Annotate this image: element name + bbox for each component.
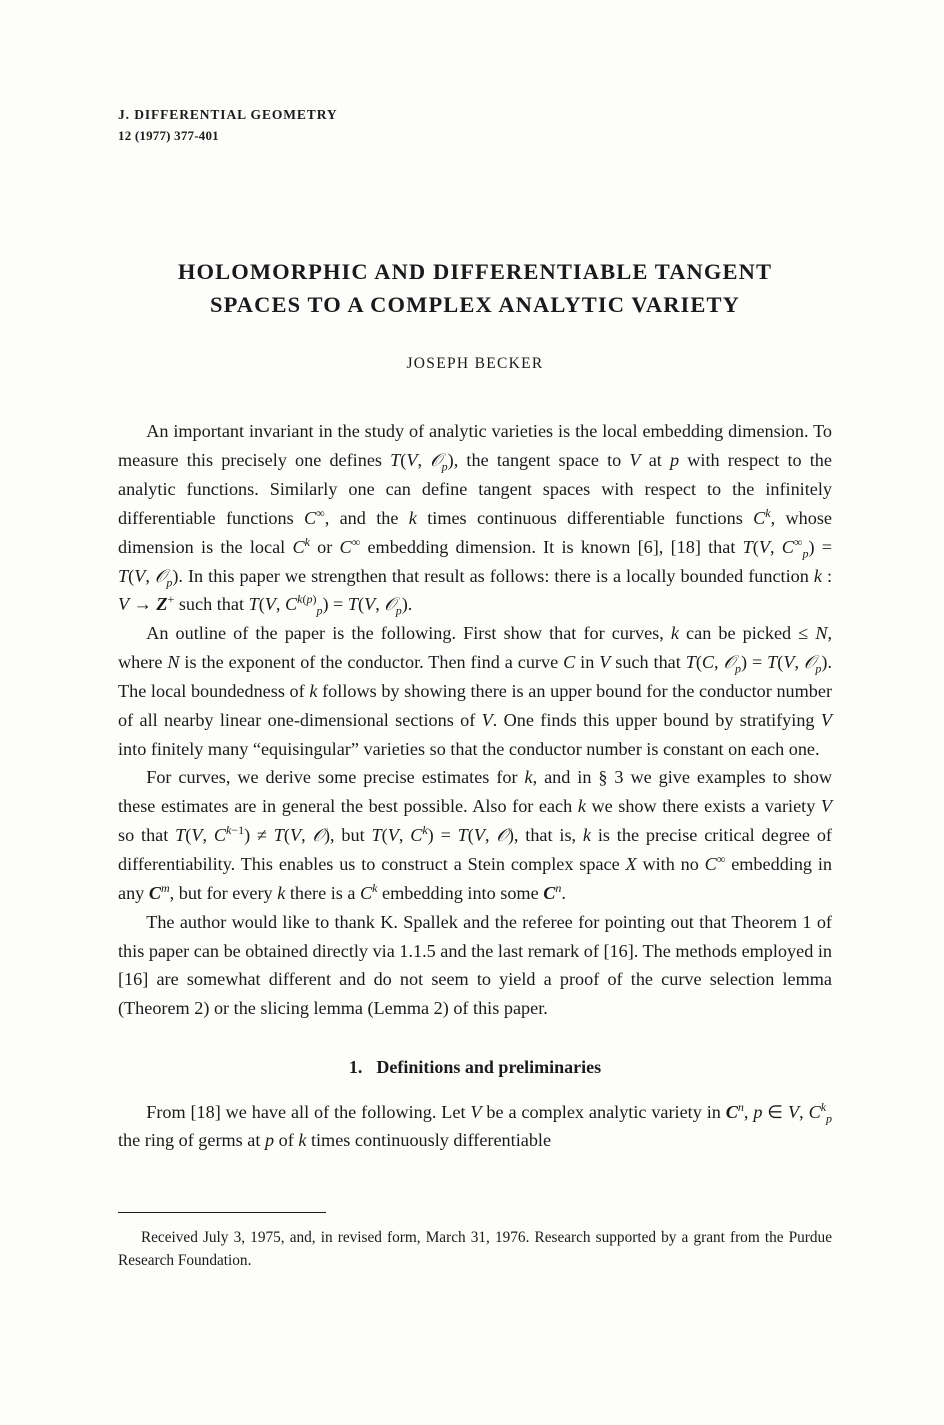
author-name: JOSEPH BECKER: [406, 355, 544, 373]
footnote-area: [118, 1212, 832, 1273]
footnote-text: [118, 1226, 832, 1273]
title-line-2: SPACES TO A COMPLEX ANALYTIC VARIETY: [210, 291, 740, 317]
section-heading: [118, 1053, 832, 1082]
paragraph-4: The author would like to thank K. Spallek and the referee for pointing out that Theorem 1 of this paper can be obtained directly via 1.1.5 and the last remark of [16]. The methods employed in [16] are somewhat different and do not seem to yield a proof of the curve selection lemma (Theorem 2) or the slicing lemma (Lemma 2) of this paper.: [118, 911, 832, 1019]
section-number: 1.: [348, 1057, 363, 1078]
paragraph-5: From [18] we have all of the following. Let V be a complex analytic variety in $C^n$, p ∈ V, $C^k_p$ the ring of germs at p of k times continuously differentiable: [118, 1099, 833, 1151]
footnote-paragraph: Received July 3, 1975, and, in revised form, March 31, 1976. Research supported by a grant from the Purdue Research Foundation.: [118, 1229, 832, 1270]
footnote-divider: [118, 1212, 326, 1213]
section-title: Definitions and preliminaries: [376, 1057, 602, 1078]
paragraph-3: For curves, we derive some precise estimates for k, and in § 3 we give examples to show these estimates are in general the best possible. Also for each k we show there exists a variety V so that T(V, $C^{k-1}) \ne T(V$, 𝒪), but T(V, $C^k) = T(V$, 𝒪), that is, k is the precise critical degree of differentiability. This enables us to construct a Stein complex space X with no C∞ embedding in any $C^m$, but for every k there is a $C^k$ embedding into some $C^n$.: [118, 767, 833, 903]
body-text: [118, 417, 832, 1155]
journal-header: [118, 105, 832, 146]
page-title: [118, 256, 832, 321]
journal-name: J. DIFFERENTIAL GEOMETRY: [118, 107, 338, 122]
journal-volume: 12 (1977) 377-401: [118, 127, 219, 143]
title-line-1: HOLOMORPHIC AND DIFFERENTIABLE TANGENT: [177, 259, 773, 285]
paragraph-2: An outline of the paper is the following. First show that for curves, k can be picked ≤ N, where N is the exponent of the conductor. Then find a curve C in V such that T(C, 𝒪$_p$) = T(V, 𝒪$_p$). The local boundedness of k follows by showing there is an upper bound for the conductor number of all nearby linear one-dimensional sections of V. One finds this upper bound by stratifying V into finitely many “equisingular” varieties so that the conductor number is constant on each one.: [118, 623, 833, 759]
article-content: [118, 105, 832, 1155]
paragraph-1: An important invariant in the study of analytic varieties is the local embedding dimension. To measure this precisely one defines T(V, 𝒪$_p$), the tangent space to V at p with respect to the analytic functions. Similarly one can define tangent spaces with respect to the infinitely differentiable functions C∞, and the k times continuous differentiable functions $C^k$, whose dimension is the local $C^k$ or C∞ embedding dimension. It is known [6], [18] that T(V, $C^\infty_p) = T(V$, 𝒪$_p$). In this paper we strengthen that result as follows: there is a locally bounded function k : V → Z+ such that T(V, $C^{k(p)}_p) = T(V$, 𝒪$_p$).: [118, 421, 832, 619]
